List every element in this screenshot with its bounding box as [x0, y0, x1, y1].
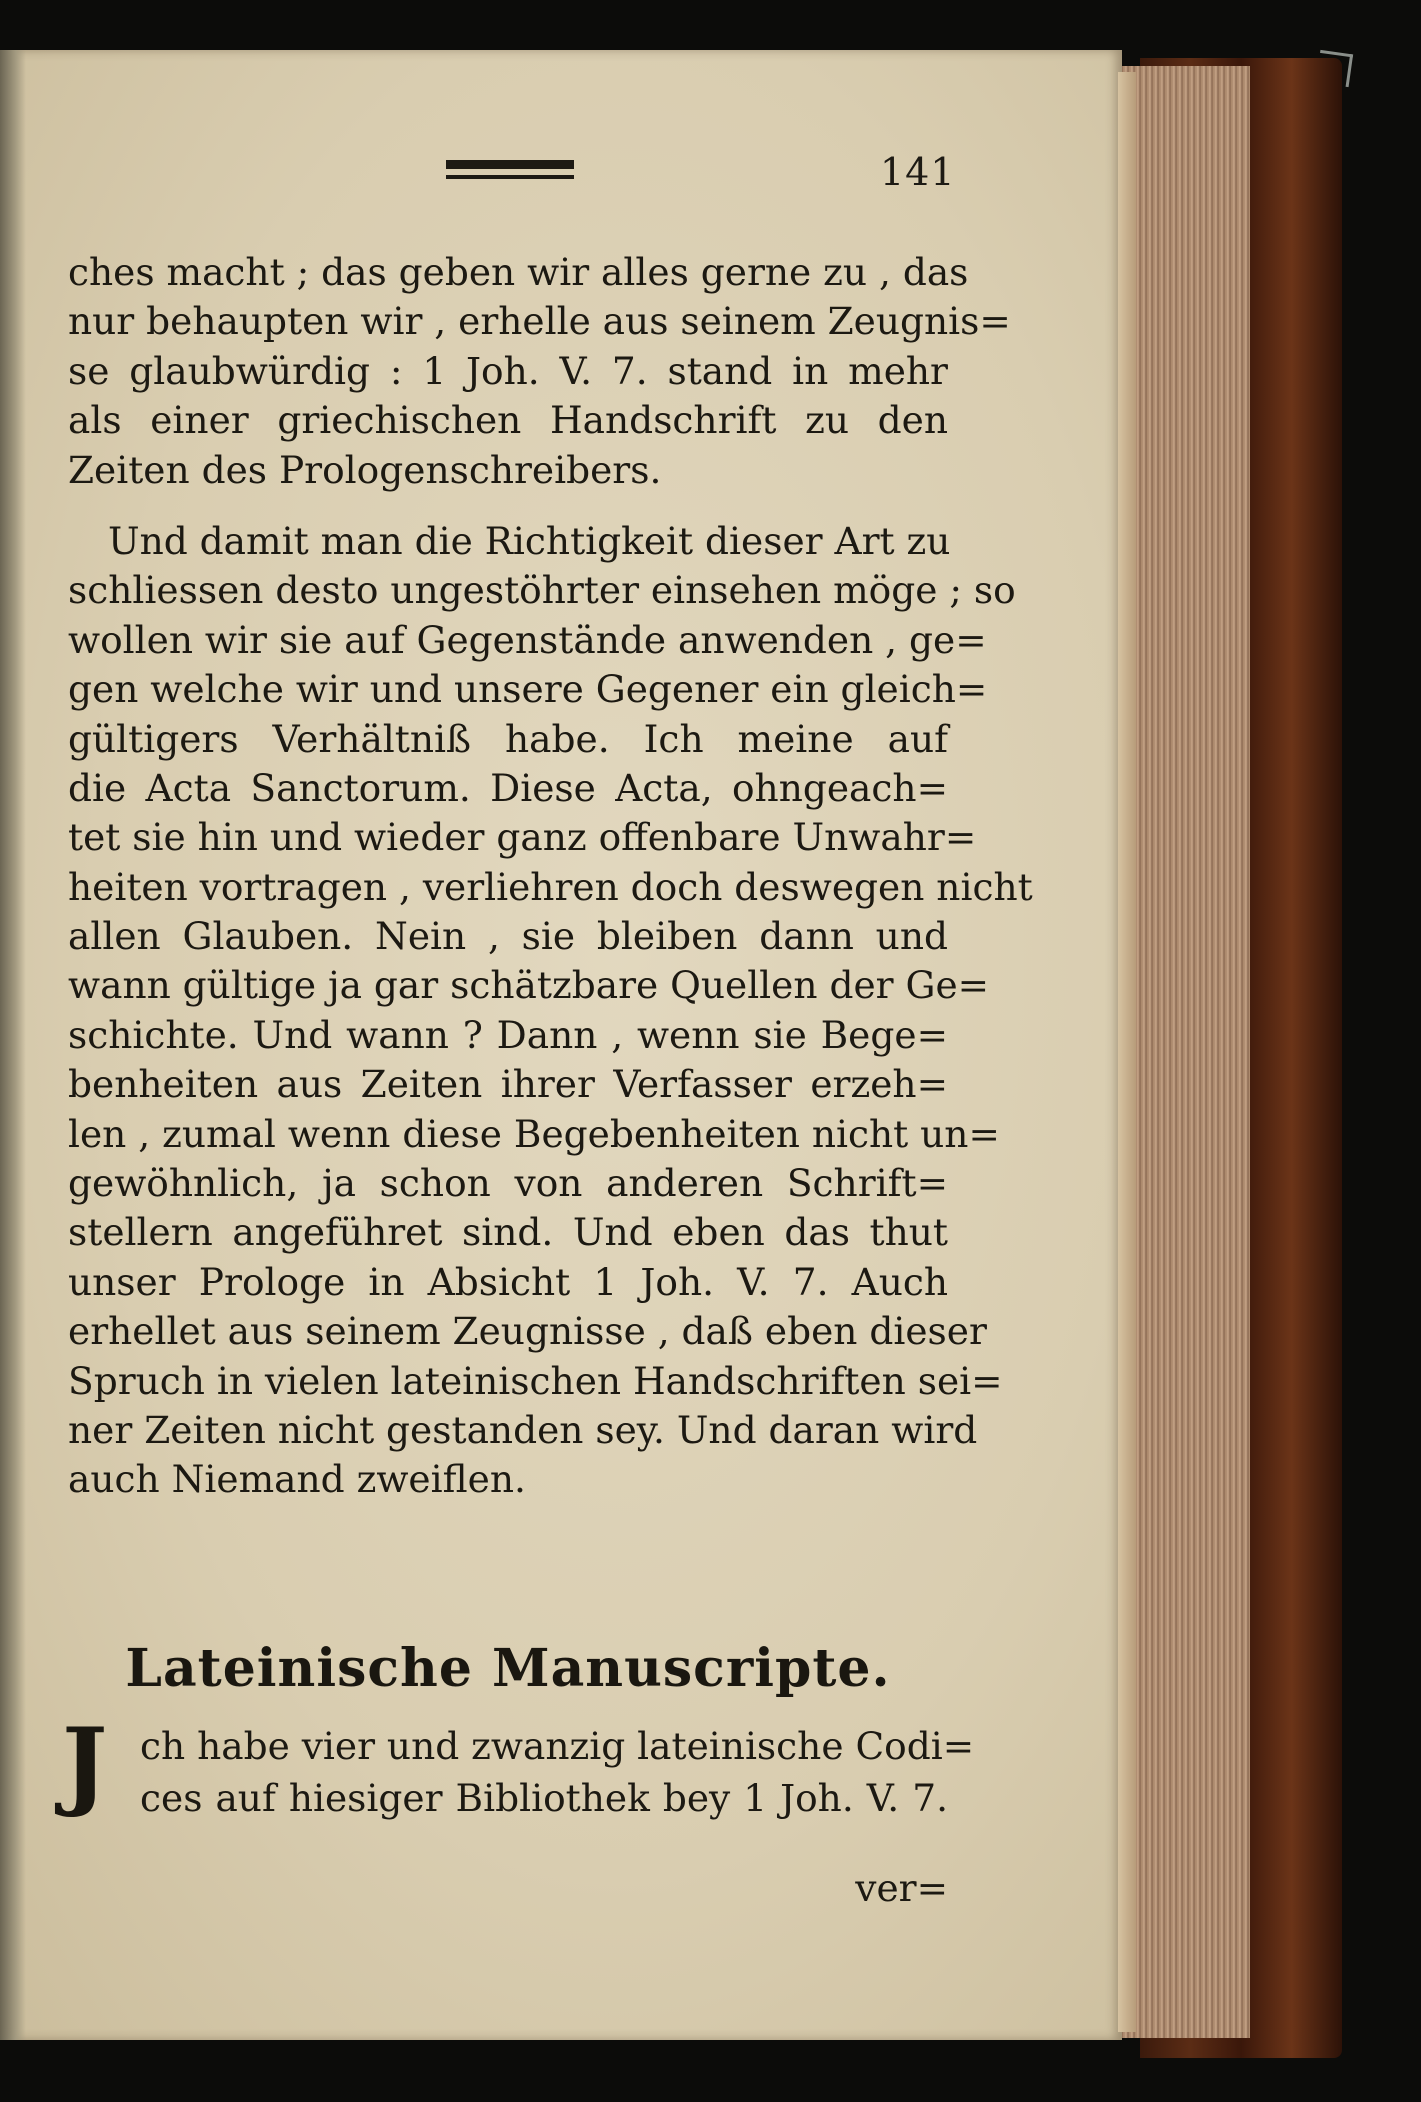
text-line: gültigers Verhältniß habe. Ich meine auf — [68, 716, 948, 761]
text-line: benheiten aus Zeiten ihrer Verfasser erzeh= — [68, 1062, 948, 1107]
text-line: Zeiten des Prologenschreibers. — [68, 447, 662, 492]
section-heading: Lateinische Manuscripte. — [125, 1638, 891, 1699]
page-gutter — [0, 50, 26, 2040]
text-line: unser Prologe in Absicht 1 Joh. V. 7. Auch — [68, 1259, 948, 1304]
text-line: als einer griechischen Handschrift zu den — [68, 398, 948, 443]
body-text — [68, 248, 1033, 1505]
page-edges — [1116, 66, 1250, 2038]
text-line: gen welche wir und unsere Gegener ein gleich= — [68, 667, 988, 712]
header-rule-thick — [446, 160, 574, 169]
background-shadow — [0, 0, 1421, 52]
text-line: die Acta Sanctorum. Diese Acta, ohngeach= — [68, 765, 948, 810]
text-line: wann gültige ja gar schätzbare Quellen der Ge= — [68, 963, 990, 1008]
corner-clip-icon — [1316, 50, 1353, 87]
text-line: ch habe vier und zwanzig lateinische Codi= — [140, 1724, 975, 1768]
text-line: len , zumal wenn diese Begebenheiten nicht un= — [68, 1111, 1000, 1156]
text-line: Spruch in vielen lateinischen Handschriften sei= — [68, 1358, 1003, 1403]
text-line: ces auf hiesiger Bibliothek bey 1 Joh. V. 7. — [140, 1776, 948, 1820]
text-line: ches macht ; das geben wir alles gerne zu , das — [68, 250, 969, 294]
text-line: erhellet aus seinem Zeugnisse , daß eben dieser — [68, 1309, 987, 1354]
text-line: schichte. Und wann ? Dann , wenn sie Bege= — [68, 1012, 948, 1057]
text-line: tet sie hin und wieder ganz offenbare Unwahr= — [68, 815, 977, 860]
catchword: ver= — [855, 1866, 948, 1910]
text-line: se glaubwürdig : 1 Joh. V. 7. stand in mehr — [68, 348, 948, 393]
text-line: nur behaupten wir , erhelle aus seinem Zeugnis= — [68, 299, 1011, 344]
text-line: auch Niemand zweiflen. — [68, 1457, 526, 1502]
page-number: 141 — [880, 150, 956, 194]
text-line: ner Zeiten nicht gestanden sey. Und daran wird — [68, 1407, 978, 1452]
text-line: wollen wir sie auf Gegenstände anwenden , ge= — [68, 617, 987, 662]
section-text — [68, 1720, 975, 1824]
text-line: Und damit man die Richtigkeit dieser Art zu — [108, 518, 951, 563]
header-rule — [446, 160, 574, 182]
header-rule-thin — [446, 175, 574, 179]
text-line: allen Glauben. Nein , sie bleiben dann und — [68, 914, 948, 959]
leaf-stack — [1118, 72, 1136, 2032]
text-line: heiten vortragen , verliehren doch deswegen nicht — [68, 864, 1033, 909]
text-line: stellern angeführet sind. Und eben das thut — [68, 1210, 948, 1255]
paragraph-gap — [68, 495, 948, 517]
text-line: gewöhnlich, ja schon von anderen Schrift= — [68, 1161, 948, 1206]
text-line: schliessen desto ungestöhrter einsehen möge ; so — [68, 568, 1016, 613]
drop-cap: J — [62, 1707, 108, 1820]
